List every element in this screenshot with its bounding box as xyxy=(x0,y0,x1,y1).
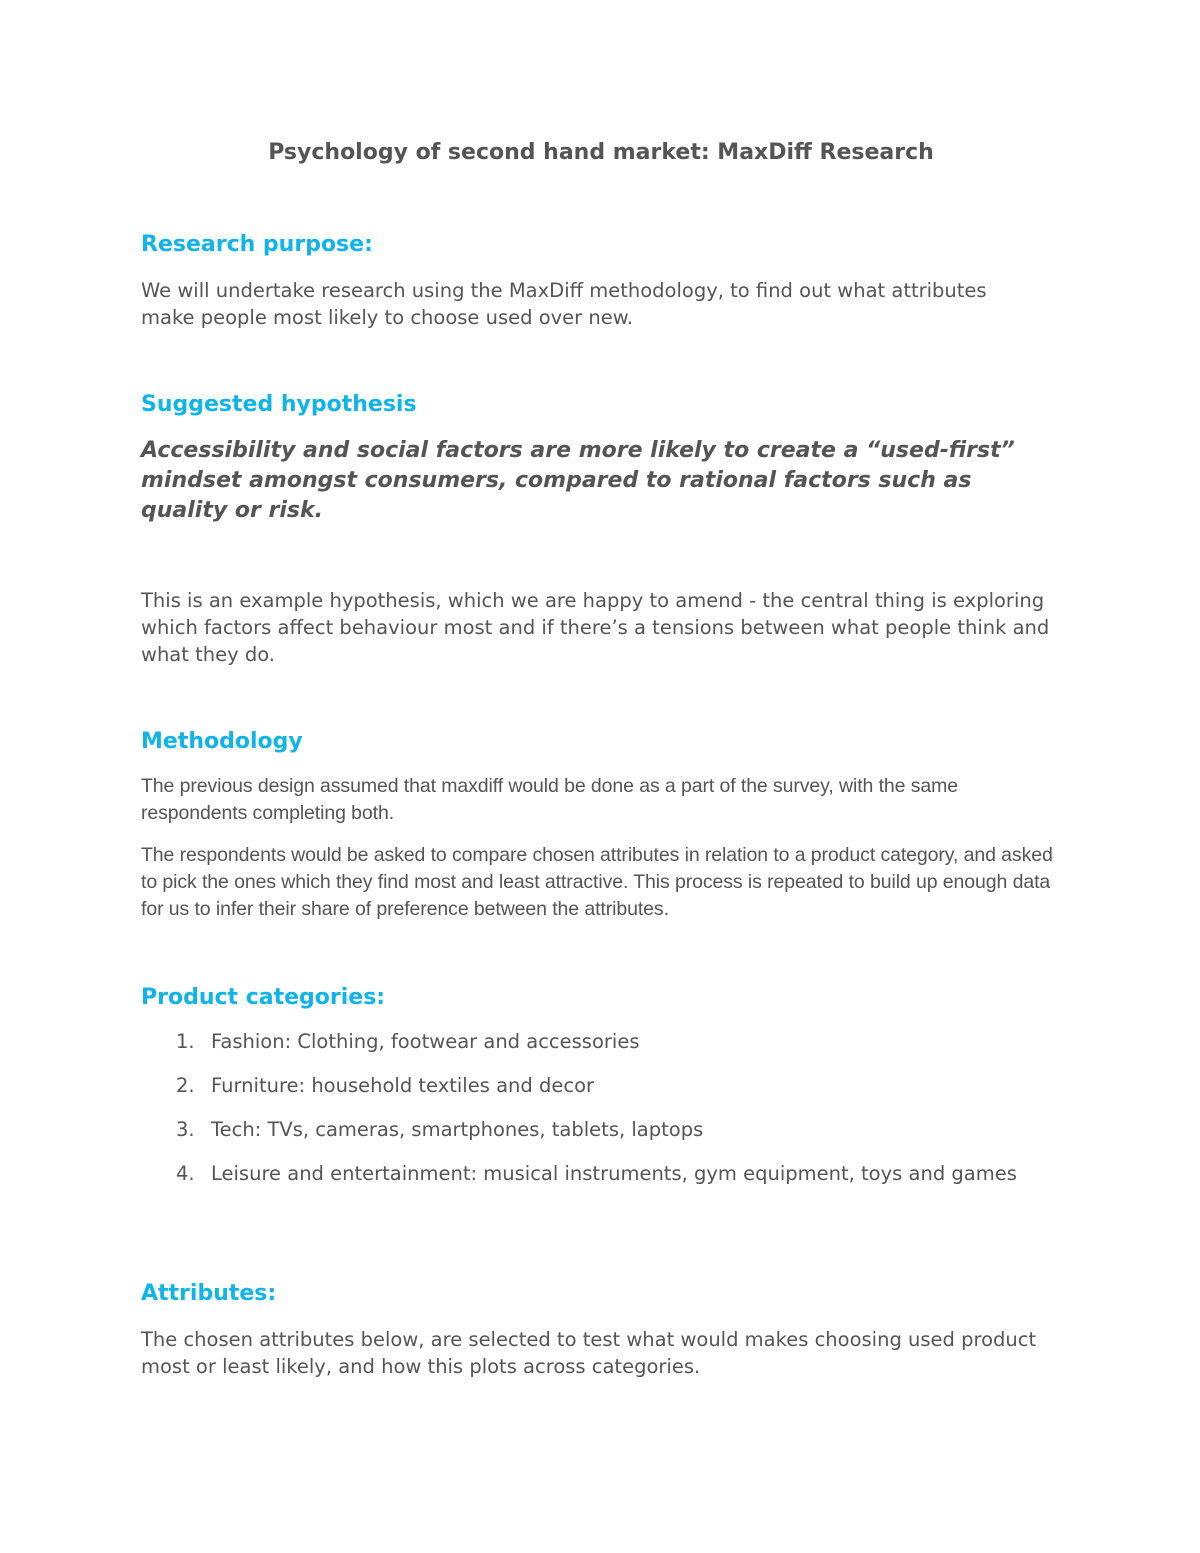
document-title: Psychology of second hand market: MaxDiff Research xyxy=(268,140,934,165)
hypothesis-heading: Suggested hypothesis xyxy=(141,392,417,417)
list-item-number: 4. xyxy=(176,1162,195,1185)
attributes-heading: Attributes: xyxy=(141,1281,277,1306)
list-item-number: 3. xyxy=(176,1118,195,1141)
list-item-text: Furniture: household textiles and decor xyxy=(211,1074,595,1097)
list-item-number: 2. xyxy=(176,1074,195,1097)
methodology-paragraph-2: The respondents would be asked to compare chosen attributes in relation to a product category, and asked to pick the ones which they find most and least attractive. This process is repeated to build up enough data for us to infer their share of preference between the attributes. xyxy=(141,844,1053,920)
attributes-body: The chosen attributes below, are selected to test what would makes choosing used product most or least likely, and how this plots across categories. xyxy=(141,1328,1037,1378)
methodology-paragraph-1: The previous design assumed that maxdiff would be done as a part of the survey, with the same respondents completing both. xyxy=(141,775,959,824)
list-item-number: 1. xyxy=(176,1030,195,1053)
product-categories-heading: Product categories: xyxy=(141,985,386,1010)
list-item xyxy=(141,1160,1061,1188)
product-categories-list xyxy=(141,1028,1061,1204)
hypothesis-statement: Accessibility and social factors are more likely to create a “used-first” mindset amongst consumers, compared to rational factors such as quality or risk. xyxy=(141,438,1015,523)
list-item-text: Fashion: Clothing, footwear and accessories xyxy=(211,1030,640,1053)
research-purpose-heading: Research purpose: xyxy=(141,232,373,257)
list-item xyxy=(141,1116,1061,1144)
hypothesis-note: This is an example hypothesis, which we are happy to amend - the central thing is exploring which factors affect behaviour most and if there’s a tensions between what people think and what they do. xyxy=(141,589,1050,666)
list-item-text: Leisure and entertainment: musical instruments, gym equipment, toys and games xyxy=(211,1162,1017,1185)
research-purpose-body: We will undertake research using the MaxDiff methodology, to find out what attributes make people most likely to choose used over new. xyxy=(141,279,987,329)
list-item xyxy=(141,1028,1061,1056)
list-item xyxy=(141,1072,1061,1100)
methodology-heading: Methodology xyxy=(141,729,303,754)
list-item-text: Tech: TVs, cameras, smartphones, tablets, laptops xyxy=(211,1118,704,1141)
